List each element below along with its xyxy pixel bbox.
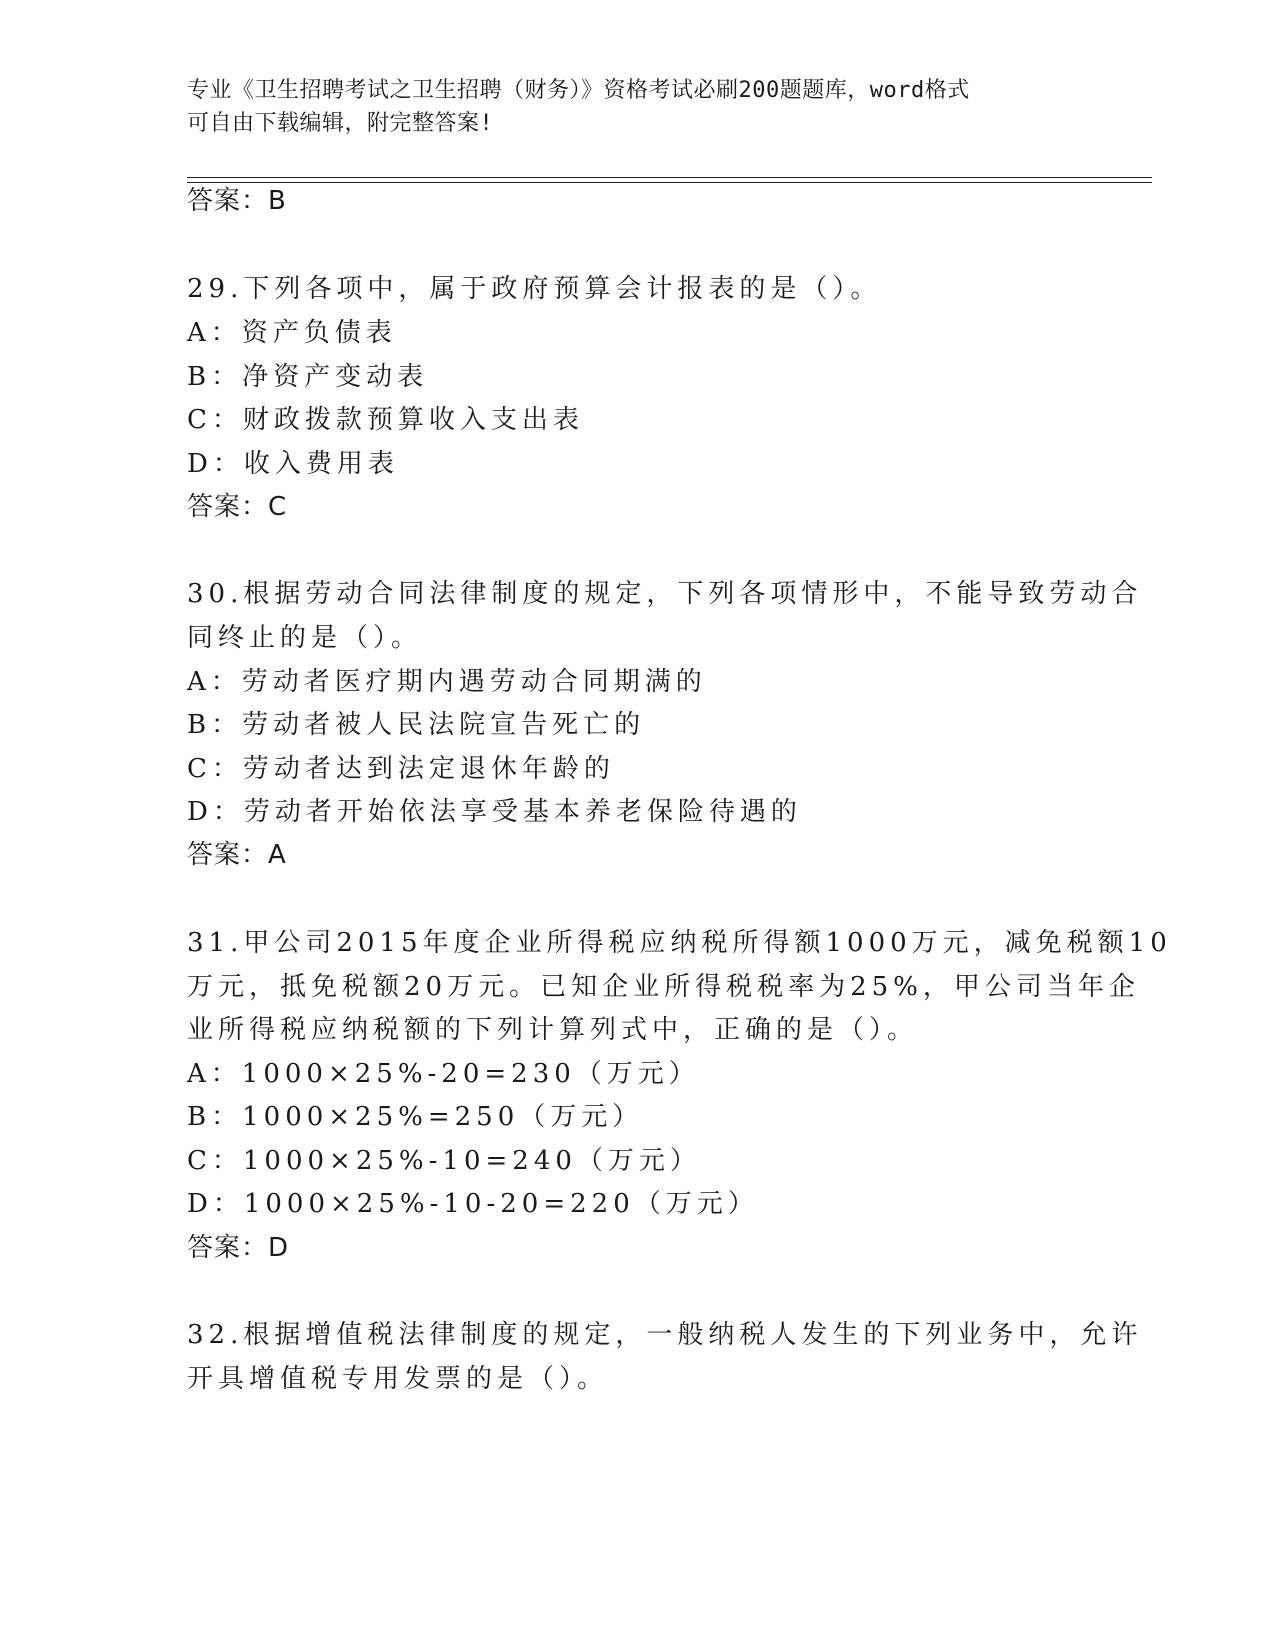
question-29-option-d: D：收入费用表 bbox=[187, 449, 399, 479]
answer-29: 答案：C bbox=[187, 492, 288, 522]
answer-31: 答案：D bbox=[187, 1233, 290, 1263]
question-30-stem-line-1: 30.根据劳动合同法律制度的规定，下列各项情形中，不能导致劳动合 bbox=[187, 579, 1143, 609]
question-32-stem-line-2: 开具增值税专用发票的是（）。 bbox=[187, 1364, 609, 1394]
question-29-option-c: C：财政拨款预算收入支出表 bbox=[187, 405, 584, 435]
question-29-stem: 29.下列各项中，属于政府预算会计报表的是（）。 bbox=[187, 274, 882, 304]
question-29-option-b: B：净资产变动表 bbox=[187, 362, 429, 392]
question-31-option-c: C：1000×25%-10=240（万元） bbox=[187, 1146, 701, 1176]
question-31-stem-line-2: 万元，抵免税额20万元。已知企业所得税税率为25%，甲公司当年企 bbox=[187, 972, 1140, 1002]
answer-30: 答案：A bbox=[187, 840, 287, 870]
question-31-stem-line-1: 31.甲公司2015年度企业所得税应纳税所得额1000万元，减免税额10 bbox=[187, 928, 1172, 958]
question-31-option-a: A：1000×25%-20=230（万元） bbox=[187, 1059, 700, 1089]
question-31-option-b: B：1000×25%=250（万元） bbox=[187, 1102, 644, 1132]
question-30-option-c: C：劳动者达到法定退休年龄的 bbox=[187, 754, 615, 784]
answer-28: 答案：B bbox=[187, 186, 287, 216]
question-29-option-a: A：资产负债表 bbox=[187, 318, 397, 348]
header-divider-top bbox=[187, 177, 1152, 178]
question-30-option-b: B：劳动者被人民法院宣告死亡的 bbox=[187, 710, 646, 740]
question-30-stem-line-2: 同终止的是（）。 bbox=[187, 623, 423, 653]
page-header bbox=[187, 74, 1087, 140]
question-31-option-d: D：1000×25%-10-20=220（万元） bbox=[187, 1189, 759, 1219]
question-31-stem-line-3: 业所得税应纳税额的下列计算列式中，正确的是（）。 bbox=[187, 1015, 919, 1045]
header-line-1: 专业《卫生招聘考试之卫生招聘（财务）》资格考试必刷200题题库，word格式 bbox=[187, 78, 970, 103]
question-30-option-a: A：劳动者医疗期内遇劳动合同期满的 bbox=[187, 667, 707, 697]
question-30-option-d: D：劳动者开始依法享受基本养老保险待遇的 bbox=[187, 797, 802, 827]
header-divider-bottom bbox=[187, 182, 1152, 183]
question-32-stem-line-1: 32.根据增值税法律制度的规定，一般纳税人发生的下列业务中，允许 bbox=[187, 1320, 1143, 1350]
header-line-2: 可自由下载编辑，附完整答案! bbox=[187, 111, 494, 136]
